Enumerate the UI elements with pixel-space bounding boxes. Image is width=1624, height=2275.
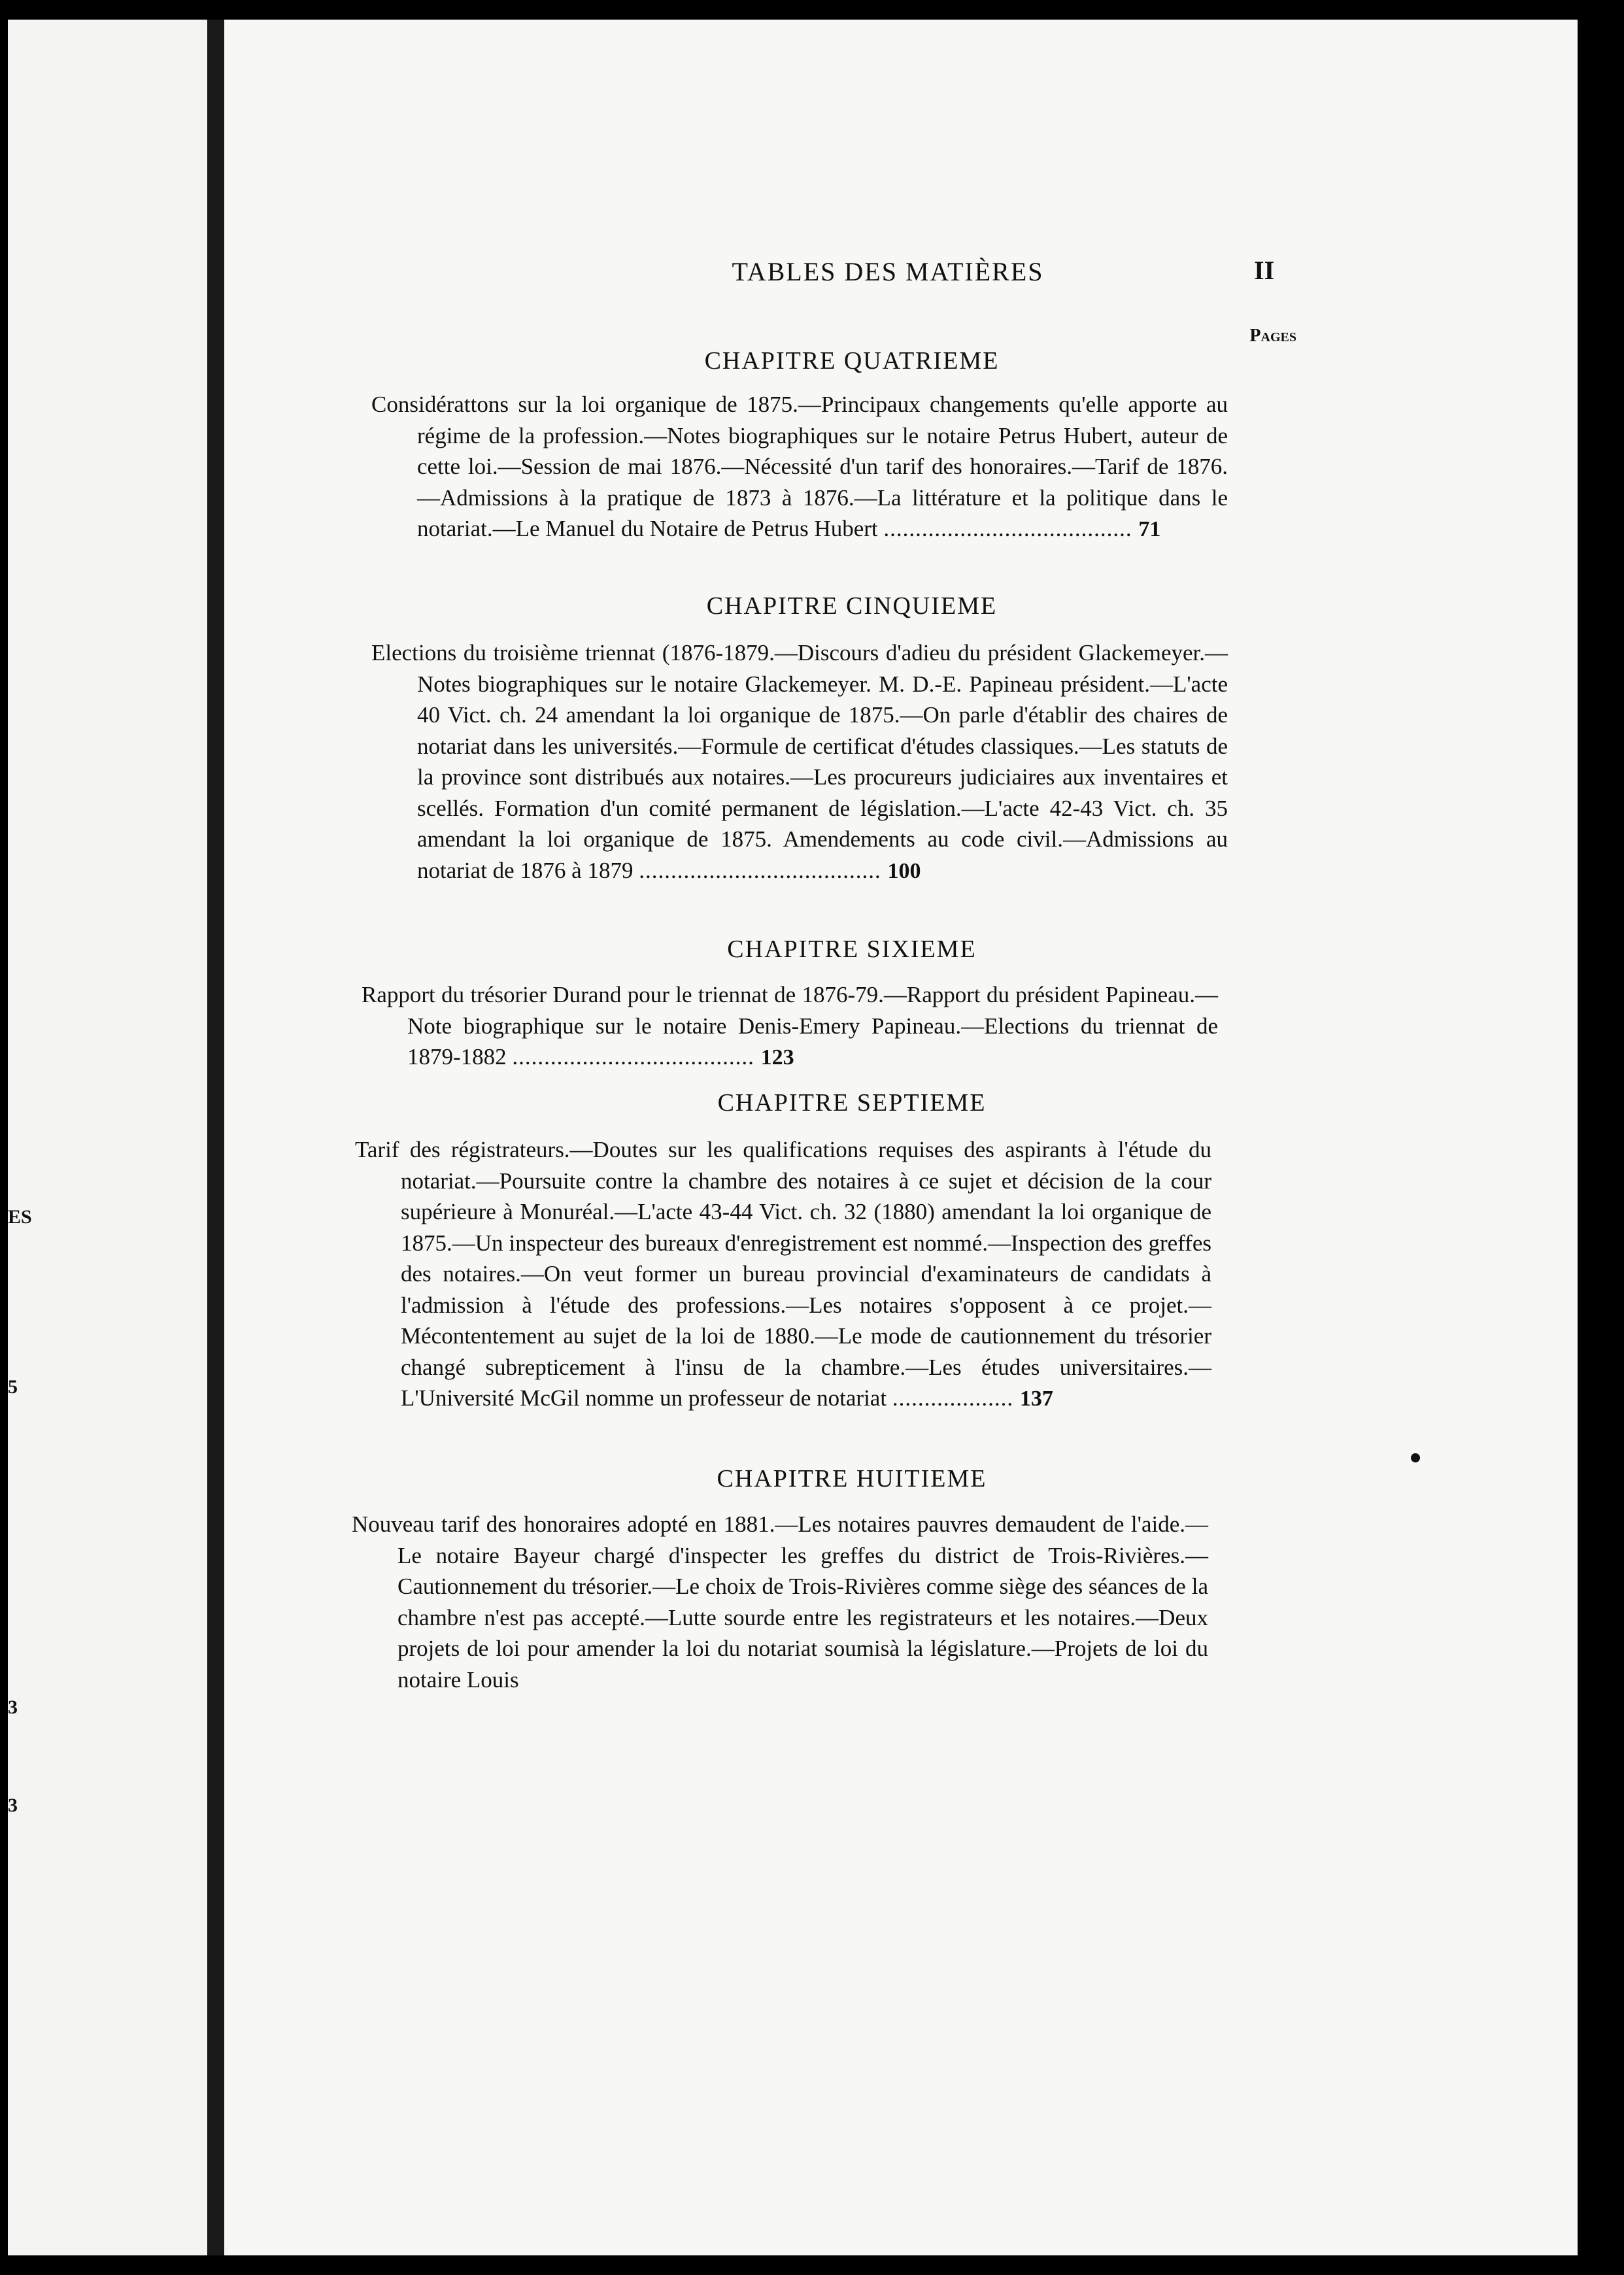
chapter-title: CHAPITRE HUITIEME bbox=[717, 1465, 987, 1492]
toc-entry-text: Nouveau tarif des honoraires adopté en 1881.—Les notaires pauvres demaudent de l'aide.—Le notaire Bayeur chargé d'inspecter les greffes du district de Trois-Rivières.—Cautionnement du trésorier.—Le choix de Trois-Rivières comme siège des séances de la chambre n'est pas accepté.—Lutte sourde entre les registrateurs et les notaires.—Deux projets de loi pour amender la loi du notariat soumisà la législature.—Projets de loi du notaire Louis bbox=[352, 1511, 1208, 1693]
chapter-title: CHAPITRE CINQUIEME bbox=[706, 592, 998, 620]
left-fragment-text: 5 bbox=[8, 1376, 18, 1398]
toc-entry-text: Rapport du trésorier Durand pour le triennat de 1876-79.—Rapport du président Papineau.—Note biographique sur le notaire Denis-Emery Papineau.—Elections du triennat de 1879-1882 bbox=[362, 982, 1218, 1070]
toc-page-ref: 123 bbox=[760, 1045, 794, 1070]
toc-page-ref: 137 bbox=[1019, 1387, 1053, 1411]
toc-entry bbox=[352, 1509, 1208, 1695]
page-number: II bbox=[1254, 256, 1275, 285]
toc-entry-text: Elections du troisième triennat (1876-1879.—Discours d'adieu du président Glackemeyer.—Notes biographiques sur le notaire Glackemeyer. M. D.-E. Papineau président.—L'acte 40 Vict. ch. 24 amendant la loi organique de 1875.—On parle d'établir des chaires de notariat dans les universités.—Formule de certificat d'études classiques.—Les statuts de la province sont distribués aux notaires.—Les procureurs judiciaires aux inventaires et scellés. Formation d'un comité permanent de législation.—L'acte 42-43 Vict. ch. 35 amendant la loi organique de 1875. Amendements au code civil.—Admissions au notariat de 1876 à 1879 bbox=[371, 640, 1228, 883]
running-header: TABLES DES MATIÈRES bbox=[732, 257, 1044, 286]
toc-entry: Considérattons sur la loi organique de 1875.—Principaux changements qu'elle apporte au régime de la profession.—Notes biographiques sur le notaire Petrus Hubert, auteur de cette loi.—Session de mai 1876.—Nécessité d'un tarif des honoraires.—Tarif de 1876.—Admissions à la pratique de 1873 à 1876.—La littérature et la politique dans le notariat.—Le Manuel du Notaire de Petrus Hubert ....................................... 71 bbox=[371, 392, 1228, 541]
pages-column-label: Pages bbox=[1249, 326, 1296, 346]
chapter-title: CHAPITRE SEPTIEME bbox=[717, 1089, 987, 1117]
toc-entry: Elections du troisième triennat (1876-1879.—Discours d'adieu du président Glackemeyer.—Notes biographiques sur le notaire Glackemeyer. M. D.-E. Papineau président.—L'acte 40 Vict. ch. 24 amendant la loi organique de 1875.—On parle d'établir des chaires de notariat dans les universités.—Formule de certificat d'études classiques.—Les statuts de la province sont distribués aux notaires.—Les procureurs judiciaires aux inventaires et scellés. Formation d'un comité permanent de législation.—L'acte 42-43 Vict. ch. 35 amendant la loi organique de 1875. Amendements au code civil.—Admissions au notariat de 1876 à 1879 ...................................... 100 bbox=[371, 640, 1228, 883]
chapter-title: CHAPITRE QUATRIEME bbox=[704, 347, 1000, 375]
left-page-fragment bbox=[8, 20, 207, 2255]
left-fragment-text: 3 bbox=[8, 1696, 18, 1718]
left-fragment-text: ES bbox=[8, 1206, 32, 1228]
toc-entry-text: Considérattons sur la loi organique de 1875.—Principaux changements qu'elle apporte au régime de la profession.—Notes biographiques sur le notaire Petrus Hubert, auteur de cette loi.—Session de mai 1876.—Nécessité d'un tarif des honoraires.—Tarif de 1876.—Admissions à la pratique de 1873 à 1876.—La littérature et la politique dans le notariat.—Le Manuel du Notaire de Petrus Hubert bbox=[371, 392, 1228, 541]
toc-entry: Tarif des régistrateurs.—Doutes sur les qualifications requises des aspirants à l'étude du notariat.—Poursuite contre la chambre des notaires à ce sujet et décision de la cour supérieure à Monuréal.—L'acte 43-44 Vict. ch. 32 (1880) amendant la loi organique de 1875.—Un inspecteur des bureaux d'enregistrement est nommé.—Inspection des greffes des notaires.—On veut former un bureau provincial d'examinateurs de candidats à l'admission à l'étude des professions.—Les notaires s'opposent à ce projet.—Mécontentement au sujet de la loi de 1880.—Le mode de cautionnement du trésorier changé subrepticement à l'insu de la chambre.—Les études universitaires.—L'Université McGil nomme un professeur de notariat ................... 137 bbox=[355, 1137, 1211, 1411]
toc-entry-text: Tarif des régistrateurs.—Doutes sur les qualifications requises des aspirants à l'étude du notariat.—Poursuite contre la chambre des notaires à ce sujet et décision de la cour supérieure à Monuréal.—L'acte 43-44 Vict. ch. 32 (1880) amendant la loi organique de 1875.—Un inspecteur des bureaux d'enregistrement est nommé.—Inspection des greffes des notaires.—On veut former un bureau provincial d'examinateurs de candidats à l'admission à l'étude des professions.—Les notaires s'opposent à ce projet.—Mécontentement au sujet de la loi de 1880.—Le mode de cautionnement du trésorier changé subrepticement à l'insu de la chambre.—Les études universitaires.—L'Université McGil nomme un professeur de notariat bbox=[355, 1137, 1211, 1411]
toc-entry: Rapport du trésorier Durand pour le triennat de 1876-79.—Rapport du président Papineau.—Note biographique sur le notaire Denis-Emery Papineau.—Elections du triennat de 1879-1882 ...................................... 123 bbox=[362, 982, 1218, 1070]
left-fragment-text: 3 bbox=[8, 1795, 18, 1816]
chapter-title: CHAPITRE SIXIEME bbox=[727, 935, 977, 963]
page-gutter bbox=[207, 20, 224, 2255]
toc-page-ref: 71 bbox=[1138, 517, 1161, 541]
document-page bbox=[224, 20, 1578, 2255]
toc-page-ref: 100 bbox=[887, 858, 921, 883]
scan-speck bbox=[1411, 1453, 1420, 1462]
